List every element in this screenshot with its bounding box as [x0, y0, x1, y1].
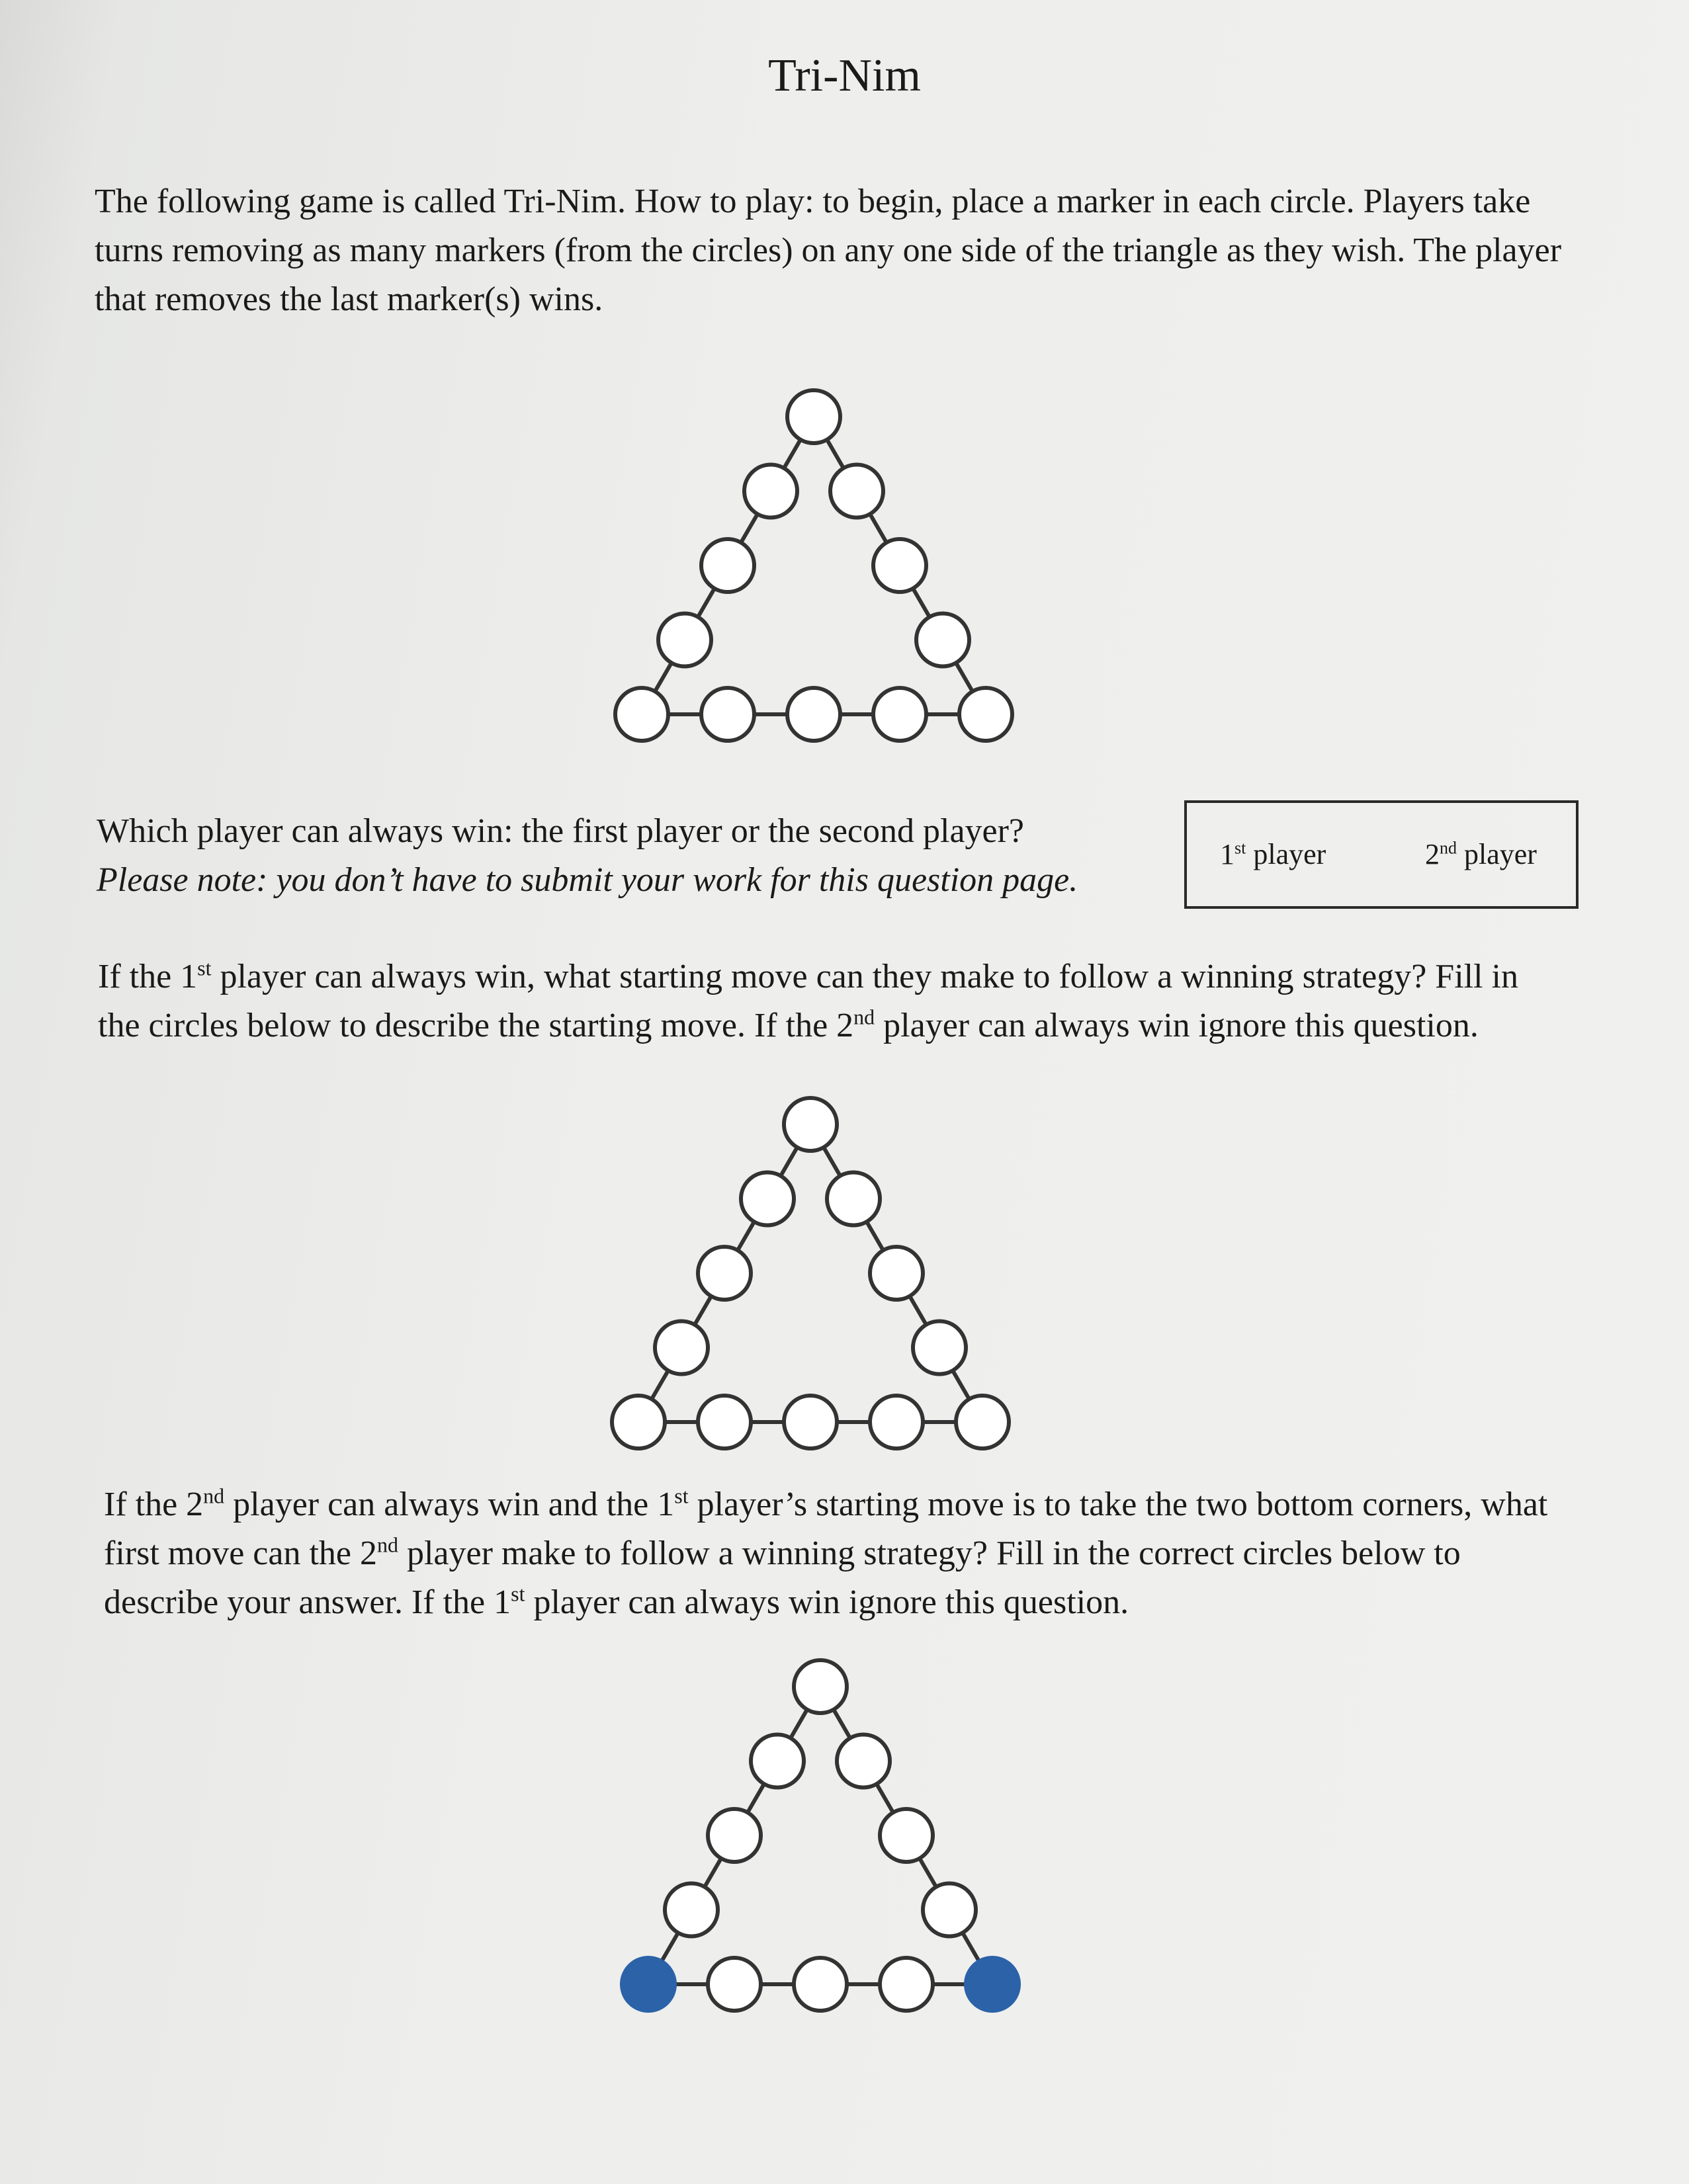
option-1-suffix: st: [1234, 838, 1246, 858]
q3-part3: player’s starting move is to take the two bottom corners, what first move can the 2: [104, 1486, 1548, 1572]
marker-circle-3[interactable]: [665, 1884, 718, 1937]
question-1-text: Which player can always win: the first player or the second player?: [97, 812, 1024, 850]
marker-circle-2: [701, 539, 754, 592]
page-title: Tri-Nim: [768, 50, 921, 101]
marker-circle-7[interactable]: [870, 1396, 923, 1449]
marker-circle-6: [787, 688, 840, 741]
marker-circle-2[interactable]: [708, 1809, 761, 1862]
marker-circle-10: [873, 539, 926, 592]
marker-circle-1[interactable]: [751, 1735, 804, 1788]
marker-circle-11[interactable]: [827, 1173, 880, 1226]
marker-circle-7: [873, 688, 926, 741]
marker-circle-10[interactable]: [880, 1809, 933, 1862]
marker-circle-1: [744, 465, 797, 518]
marker-circle-2[interactable]: [698, 1247, 751, 1300]
q3-part5: player can always win ignore this question.: [525, 1583, 1129, 1621]
marker-circle-9[interactable]: [913, 1322, 966, 1374]
tri-nim-board-1: [602, 377, 1025, 761]
option-1-word: player: [1253, 838, 1326, 870]
marker-circle-4[interactable]: [622, 1958, 675, 2011]
question-3: [104, 1480, 1559, 1627]
option-1-num: 1: [1220, 838, 1234, 870]
marker-circle-11: [830, 465, 883, 518]
tri-nim-board-2[interactable]: [599, 1085, 1022, 1468]
marker-circle-0: [787, 390, 840, 443]
option-second-player[interactable]: [1425, 837, 1537, 871]
q2-part3: player can always win ignore this question.: [875, 1007, 1479, 1044]
marker-circle-4: [615, 688, 668, 741]
marker-circle-6[interactable]: [784, 1396, 837, 1449]
question-1: [97, 807, 1155, 905]
intro-paragraph: The following game is called Tri-Nim. How to play: to begin, place a marker in each circle. Players take turns removing as many markers (from the circles) on any one side of the triangle as they wish. The player that removes the last marker(s) wins.: [95, 183, 1562, 318]
q3-sup2: st: [674, 1484, 689, 1508]
marker-circle-1[interactable]: [741, 1173, 794, 1226]
option-2-num: 2: [1425, 838, 1440, 870]
marker-circle-0[interactable]: [794, 1660, 847, 1713]
marker-circle-0[interactable]: [784, 1098, 837, 1151]
marker-circle-3[interactable]: [655, 1322, 708, 1374]
q3-part2: player can always win and the 1: [224, 1486, 675, 1523]
marker-circle-11[interactable]: [837, 1735, 890, 1788]
marker-circle-3: [658, 614, 711, 667]
marker-circle-5: [701, 688, 754, 741]
q3-part4: player make to follow a winning strategy? Fill in the correct circles below to describe your answer. If the 1: [104, 1534, 1461, 1621]
marker-circle-9: [916, 614, 969, 667]
option-first-player[interactable]: [1220, 837, 1326, 871]
q2-part1: If the 1: [98, 958, 198, 995]
option-2-word: player: [1464, 838, 1537, 870]
marker-circle-5[interactable]: [708, 1958, 761, 2011]
q2-sup2: nd: [853, 1005, 875, 1029]
marker-circle-9[interactable]: [923, 1884, 976, 1937]
marker-circle-7[interactable]: [880, 1958, 933, 2011]
marker-circle-6[interactable]: [794, 1958, 847, 2011]
q3-sup1: nd: [203, 1484, 225, 1508]
marker-circle-8[interactable]: [956, 1396, 1009, 1449]
tri-nim-board-3[interactable]: [609, 1647, 1032, 2031]
q2-part2: player can always win, what starting move can they make to follow a winning strategy? Fill in the circles below to describe the starting move. If the 2: [98, 958, 1519, 1044]
answer-box: [1184, 800, 1579, 909]
question-1-note: Please note: you don’t have to submit your work for this question page.: [97, 861, 1078, 899]
q3-part1: If the 2: [104, 1486, 204, 1523]
q2-sup1: st: [197, 956, 212, 980]
question-2: [98, 952, 1567, 1050]
marker-circle-4[interactable]: [612, 1396, 665, 1449]
marker-circle-5[interactable]: [698, 1396, 751, 1449]
marker-circle-8[interactable]: [966, 1958, 1019, 2011]
q3-sup3: nd: [376, 1533, 398, 1557]
marker-circle-10[interactable]: [870, 1247, 923, 1300]
option-2-suffix: nd: [1440, 838, 1457, 858]
marker-circle-8: [959, 688, 1012, 741]
q3-sup4: st: [511, 1581, 525, 1606]
